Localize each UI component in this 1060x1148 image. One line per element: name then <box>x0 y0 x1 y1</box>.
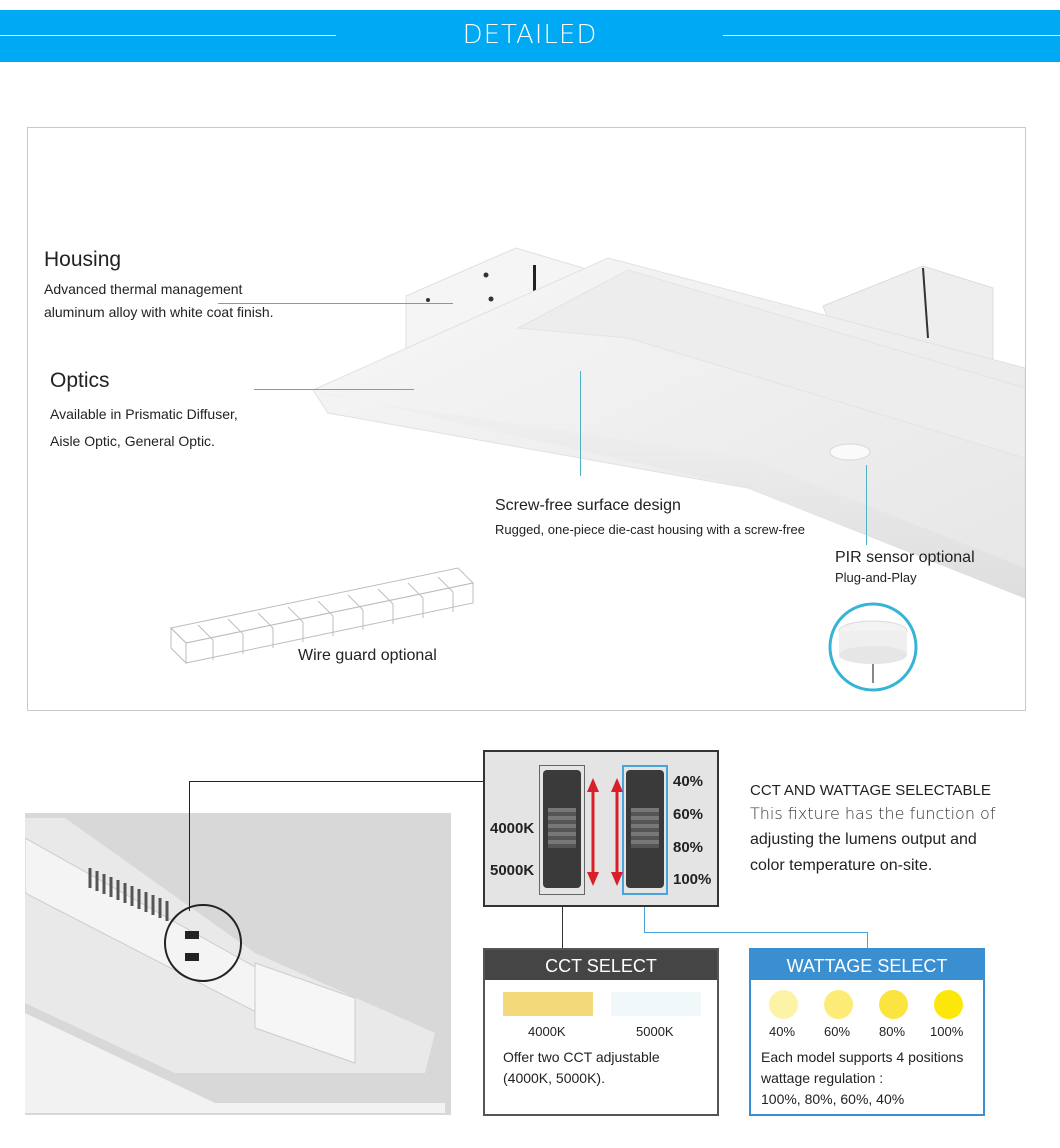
selectable-line-2: adjusting the lumens output and <box>750 831 977 848</box>
fixture-back-photo <box>25 813 451 1115</box>
pir-feature <box>835 549 975 585</box>
cct-switch[interactable] <box>543 770 581 888</box>
screw-free-feature <box>495 497 805 537</box>
wattage-desc-line-1: Each model supports 4 positions <box>761 1049 964 1065</box>
housing-line-2: aluminum alloy with white coat finish. <box>44 304 274 320</box>
wattage-connector-line-a <box>644 907 645 932</box>
wattage-select-title: WATTAGE SELECT <box>751 950 983 980</box>
swatch-label-5000k: 5000K <box>636 1024 674 1039</box>
cct-desc-line-2: (4000K, 5000K). <box>503 1070 605 1086</box>
swatch-4000k <box>503 992 593 1016</box>
housing-title: Housing <box>44 248 122 271</box>
switch-label-100: 100% <box>673 871 712 888</box>
wattage-label-40: 40% <box>769 1024 796 1039</box>
screw-free-leader-line <box>580 371 581 476</box>
wattage-label-60: 60% <box>824 1024 851 1039</box>
screw-free-desc: Rugged, one-piece die-cast housing with a screw-free <box>495 522 806 537</box>
optics-line-1: Available in Prismatic Diffuser, <box>50 406 238 422</box>
callout-line-vertical <box>189 781 190 911</box>
pir-title: PIR sensor optional <box>835 549 975 566</box>
selectable-description <box>750 782 995 879</box>
feature-panel <box>27 127 1026 711</box>
wattage-select-card <box>749 948 985 1116</box>
wattage-dot-80 <box>879 990 908 1019</box>
swatch-5000k <box>611 992 701 1016</box>
wattage-desc-line-3: 100%, 80%, 60%, 40% <box>761 1091 905 1107</box>
swatch-label-4000k: 4000K <box>528 1024 566 1039</box>
switch-label-60: 60% <box>673 806 704 823</box>
adjust-arrows-icon <box>585 776 625 888</box>
wattage-select-desc <box>761 1047 963 1110</box>
housing-line-1: Advanced thermal management <box>44 281 243 297</box>
wattage-connector-line-c <box>867 932 868 948</box>
optics-leader-line <box>254 389 414 390</box>
screw-free-title: Screw-free surface design <box>495 497 681 514</box>
cct-connector-line <box>562 907 563 948</box>
pir-desc: Plug-and-Play <box>835 570 917 585</box>
wattage-dot-100 <box>934 990 963 1019</box>
optics-line-2: Aisle Optic, General Optic. <box>50 433 215 449</box>
wattage-connector-line-b <box>644 932 868 933</box>
optics-title: Optics <box>50 369 110 392</box>
switch-label-4000k: 4000K <box>490 820 535 837</box>
switch-label-5000k: 5000K <box>490 862 535 879</box>
page-title: DETAILED <box>462 20 598 50</box>
cct-select-card <box>483 948 719 1116</box>
optics-feature <box>50 369 238 455</box>
wattage-label-100: 100% <box>930 1024 964 1039</box>
switch-label-40: 40% <box>673 773 704 790</box>
wattage-label-80: 80% <box>879 1024 906 1039</box>
wire-guard-label: Wire guard optional <box>298 647 437 664</box>
wattage-dot-60 <box>824 990 853 1019</box>
selector-switch-panel <box>483 750 719 907</box>
pir-leader-line <box>866 465 867 545</box>
selectable-line-3: color temperature on-site. <box>750 857 933 874</box>
selectable-line-1: This fixture has the function of <box>750 804 996 823</box>
cct-select-title: CCT SELECT <box>485 950 717 980</box>
cct-desc-line-1: Offer two CCT adjustable <box>503 1049 660 1065</box>
wattage-switch[interactable] <box>626 770 664 888</box>
callout-line-horizontal <box>189 781 483 782</box>
wattage-dot-40 <box>769 990 798 1019</box>
housing-feature <box>44 248 274 324</box>
cct-select-desc <box>503 1047 660 1089</box>
fixture-back-illustration <box>25 813 451 1115</box>
wattage-desc-line-2: wattage regulation : <box>761 1070 884 1086</box>
header-banner <box>0 10 1060 62</box>
switch-label-80: 80% <box>673 839 704 856</box>
selectable-heading: CCT AND WATTAGE SELECTABLE <box>750 782 991 799</box>
